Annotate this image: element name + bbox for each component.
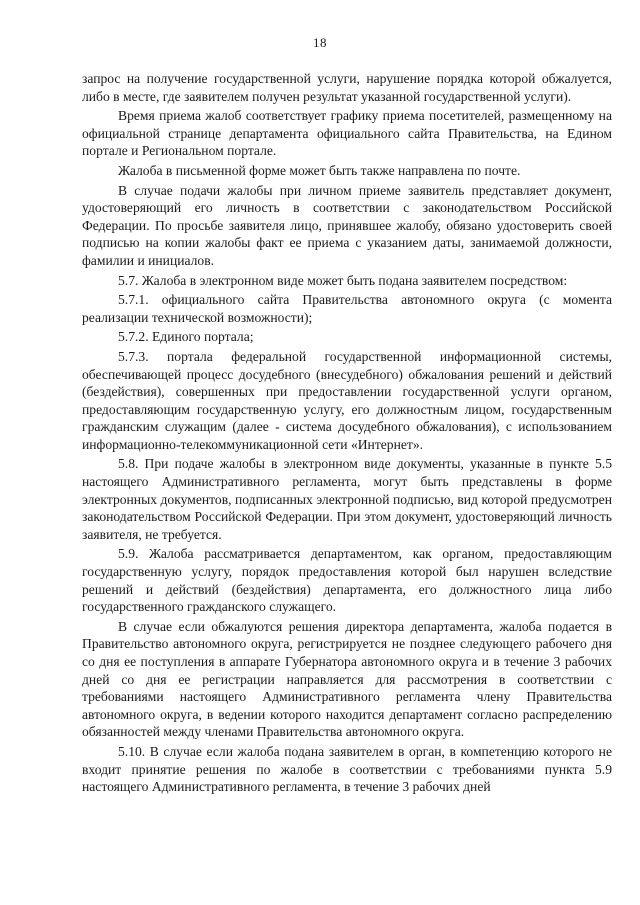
paragraph: запрос на получение государственной услуги, нарушение порядка которой обжалуется, либо в месте, где заявителем получен результат указанной государственной услуги). — [82, 71, 612, 104]
document-body — [82, 70, 612, 798]
paragraph: 5.10. В случае если жалоба подана заявителем в орган, в компетенцию которого не входит принятие решения по жалобе в соответствии с требованиями пункта 5.9 настоящего Административного регламента, в течение 3 рабочих дней — [82, 743, 612, 795]
paragraph: Жалоба в письменной форме может быть также направлена по почте. — [118, 162, 521, 178]
paragraph: В случае подачи жалобы при личном приеме заявитель представляет документ, удостоверяющий его личность в соответствии с законодательством Российской Федерации. По просьбе заявителя лицо, принявшее жалобу, обязано удостоверить своей подписью на копии жалобы факт ее приема с указанием даты, занимаемой должности, фамилии и инициалов. — [82, 182, 612, 268]
page-number: 18 — [313, 35, 327, 50]
paragraph: 5.9. Жалоба рассматривается департаментом, как органом, предоставляющим государственную услугу, порядок предоставления которой был нарушен вследствие решений и действий (бездействия) департамента, его должностного лица либо государственного гражданского служащего. — [82, 546, 612, 615]
paragraph: 5.7. Жалоба в электронном виде может быть подана заявителем посредством: — [118, 272, 568, 288]
paragraph: 5.7.1. официального сайта Правительства автономного округа (с момента реализации технической возможности); — [82, 292, 612, 325]
paragraph: 5.7.2. Единого портала; — [118, 329, 254, 345]
paragraph: 5.8. При подаче жалобы в электронном виде документы, указанные в пункте 5.5 настоящего Административного регламента, могут быть представлены в форме электронных документов, подписанных электронной подписью, вид которой предусмотрен законодательством Российской Федерации. При этом документ, удостоверяющий личность заявителя, не требуется. — [82, 456, 612, 542]
paragraph: Время приема жалоб соответствует графику приема посетителей, размещенному на официальной странице департамента официального сайта Правительства, на Едином портале и Региональном портале. — [82, 108, 612, 159]
paragraph: В случае если обжалуются решения директора департамента, жалоба подается в Правительство автономного округа, регистрируется не позднее следующего рабочего дня со дня ее поступления в аппарате Губернатора автономного округа и в течение 3 рабочих дней со дня ее регистрации направляется для рассмотрения в соответствии с требованиями настоящего Административного регламента члену Правительства автономного округа, в ведении которого находится департамент согласно распределению обязанностей между членами Правительства автономного округа. — [82, 618, 612, 740]
paragraph: 5.7.3. портала федеральной государственной информационной системы, обеспечивающей процесс досудебного (внесудебного) обжалования решений и действий (бездействия), совершенных при предоставлении государственной услуги органом, предоставляющим государственную услугу, его должностным лицом, государственным гражданским служащим (далее - система досудебного обжалования), с использованием информационно-телекоммуникационной сети «Интернет». — [82, 348, 612, 452]
